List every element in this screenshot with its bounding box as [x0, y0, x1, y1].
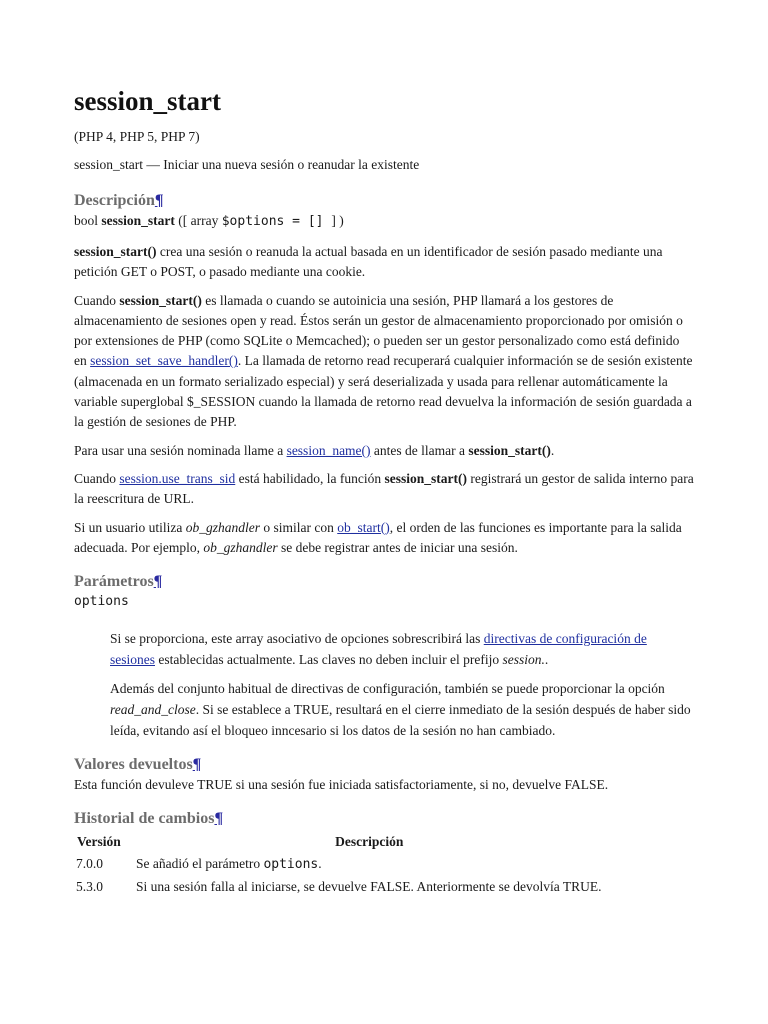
function-ref: session_start() [119, 292, 202, 308]
parameter-paragraph-2 [110, 678, 694, 741]
table-header-row [74, 831, 602, 853]
text: Para usar una sesión nominada llame a [74, 442, 287, 458]
table-row [74, 876, 602, 899]
text: . [318, 856, 322, 872]
changelog-permalink[interactable]: ¶ [214, 810, 224, 828]
description-paragraph-4 [74, 469, 694, 510]
changelog-table [74, 831, 602, 899]
link-session-name[interactable]: session_name() [286, 442, 371, 458]
cell-description [134, 853, 602, 876]
text: se debe registrar antes de iniciar una sesión. [277, 539, 518, 555]
refpurpose: session_start — Iniciar una nueva sesión o reanudar la existente [74, 157, 420, 172]
emphasis: ob_gzhandler [185, 519, 260, 535]
description-permalink[interactable]: ¶ [154, 192, 164, 209]
text: está habilidado, la función [235, 470, 385, 486]
parameter-name: options [74, 594, 129, 610]
parameters-heading [74, 572, 694, 592]
column-header-description: Descripción [335, 834, 404, 850]
cell-description [134, 876, 602, 899]
column-header-version: Versión [77, 834, 121, 850]
text: Si un usuario utiliza [74, 519, 186, 535]
table-row [74, 853, 602, 876]
link-session-directives[interactable]: directivas de configuración de sesiones [110, 631, 647, 668]
description-section [74, 191, 694, 558]
description-heading [74, 191, 694, 211]
param-default: = [] [284, 214, 332, 229]
emphasis: read_and_close [110, 702, 196, 718]
link-use-trans-sid[interactable]: session.use_trans_sid [119, 470, 236, 486]
return-values-text: Esta función devuleve TRUE si una sesión fue iniciada satisfactoriamente, si no, devuelve FALSE. [74, 777, 609, 793]
text: registrará un gestor de salida interno para la reescritura de URL. [74, 470, 694, 507]
synopsis-close: ] ) [331, 213, 344, 228]
emphasis: ob_gzhandler [203, 539, 278, 555]
text: Se añadió el parámetro [136, 856, 264, 872]
return-type: bool [74, 213, 99, 228]
return-values-permalink[interactable]: ¶ [192, 756, 202, 774]
cell-version: 5.3.0 [76, 879, 103, 895]
synopsis-open: ([ array [174, 213, 222, 228]
text: o similar con [260, 519, 338, 535]
param-options: $options [221, 214, 285, 229]
text: Si una sesión falla al iniciarse, se devuelve FALSE. Anteriormente se devolvía TRUE. [136, 879, 602, 895]
text: crea una sesión o reanuda la actual basada en un identificador de sesión pasado mediante una petición GET o POST, o pasado mediante una cookie. [74, 244, 663, 280]
parameter-paragraph-1 [110, 628, 694, 670]
function-ref: session_start() [74, 244, 157, 259]
return-values-heading [74, 755, 694, 775]
changelog-heading [74, 809, 694, 829]
description-heading-text: Descripción [74, 192, 155, 209]
description-paragraph-2 [74, 291, 694, 433]
text: Cuando [74, 470, 120, 486]
text: . [544, 652, 549, 668]
link-session-set-save-handler[interactable]: session_set_save_handler() [90, 353, 238, 369]
page-title: session_start [74, 86, 221, 116]
description-paragraph-1 [74, 242, 694, 283]
parameters-section [74, 572, 694, 741]
method-name: session_start [101, 213, 175, 228]
code: options [263, 857, 319, 873]
text: Si se proporciona, este array asociativo de opciones sobrescribirá las [110, 631, 484, 647]
parameter-description [110, 628, 694, 741]
description-paragraph-3 [74, 441, 694, 461]
text: establecidas actualmente. Las claves no deben incluir el prefijo [155, 652, 503, 668]
cell-version: 7.0.0 [76, 856, 103, 872]
method-synopsis [74, 211, 694, 232]
return-values-heading-text: Valores devueltos [74, 756, 193, 774]
description-paragraph-5 [74, 518, 694, 559]
text: antes de llamar a [370, 442, 469, 458]
changelog-heading-text: Historial de cambios [74, 810, 215, 828]
text: Cuando [74, 292, 120, 308]
return-values-section [74, 755, 694, 795]
parameters-heading-text: Parámetros [74, 573, 154, 591]
text: Además del conjunto habitual de directivas de configuración, también se puede proporcionar la opción [110, 681, 665, 697]
link-ob-start[interactable]: ob_start() [337, 519, 390, 535]
php-versions: (PHP 4, PHP 5, PHP 7) [74, 129, 200, 144]
changelog-section [74, 809, 694, 899]
text: . Si se establece a TRUE, resultará en el cierre inmediato de la sesión después de haber sido leída, evitando así el bloqueo inncesario si los datos de la sesión no han cambiado. [110, 702, 691, 739]
parameters-permalink[interactable]: ¶ [153, 573, 163, 591]
function-ref: session_start() [384, 470, 467, 486]
function-ref: session_start() [468, 442, 551, 458]
text: , el orden de las funciones es importante para la salida adecuada. Por ejemplo, [74, 519, 682, 555]
text: . [550, 442, 555, 458]
emphasis: session. [502, 652, 545, 668]
text: es llamada o cuando se autoinicia una sesión, PHP llamará a los gestores de almacenamiento de sesiones open y read. Éstos serán un gestor de almacenamiento proporcionado por omisión o por extensiones de PHP (como SQLite o Memcached); o pueden ser un gestor personalizado como está definido en [74, 292, 683, 369]
text: . La llamada de retorno read recuperará cualquier información se de sesión existente (almacenada en un formato serializado especial) y será deserializada y usada para rellenar automáticamente la variable superglobal $_SESSION cuando la llamada de retorno read devuelva la información de sesión guardada a la gestión de sesiones de PHP. [74, 353, 693, 430]
